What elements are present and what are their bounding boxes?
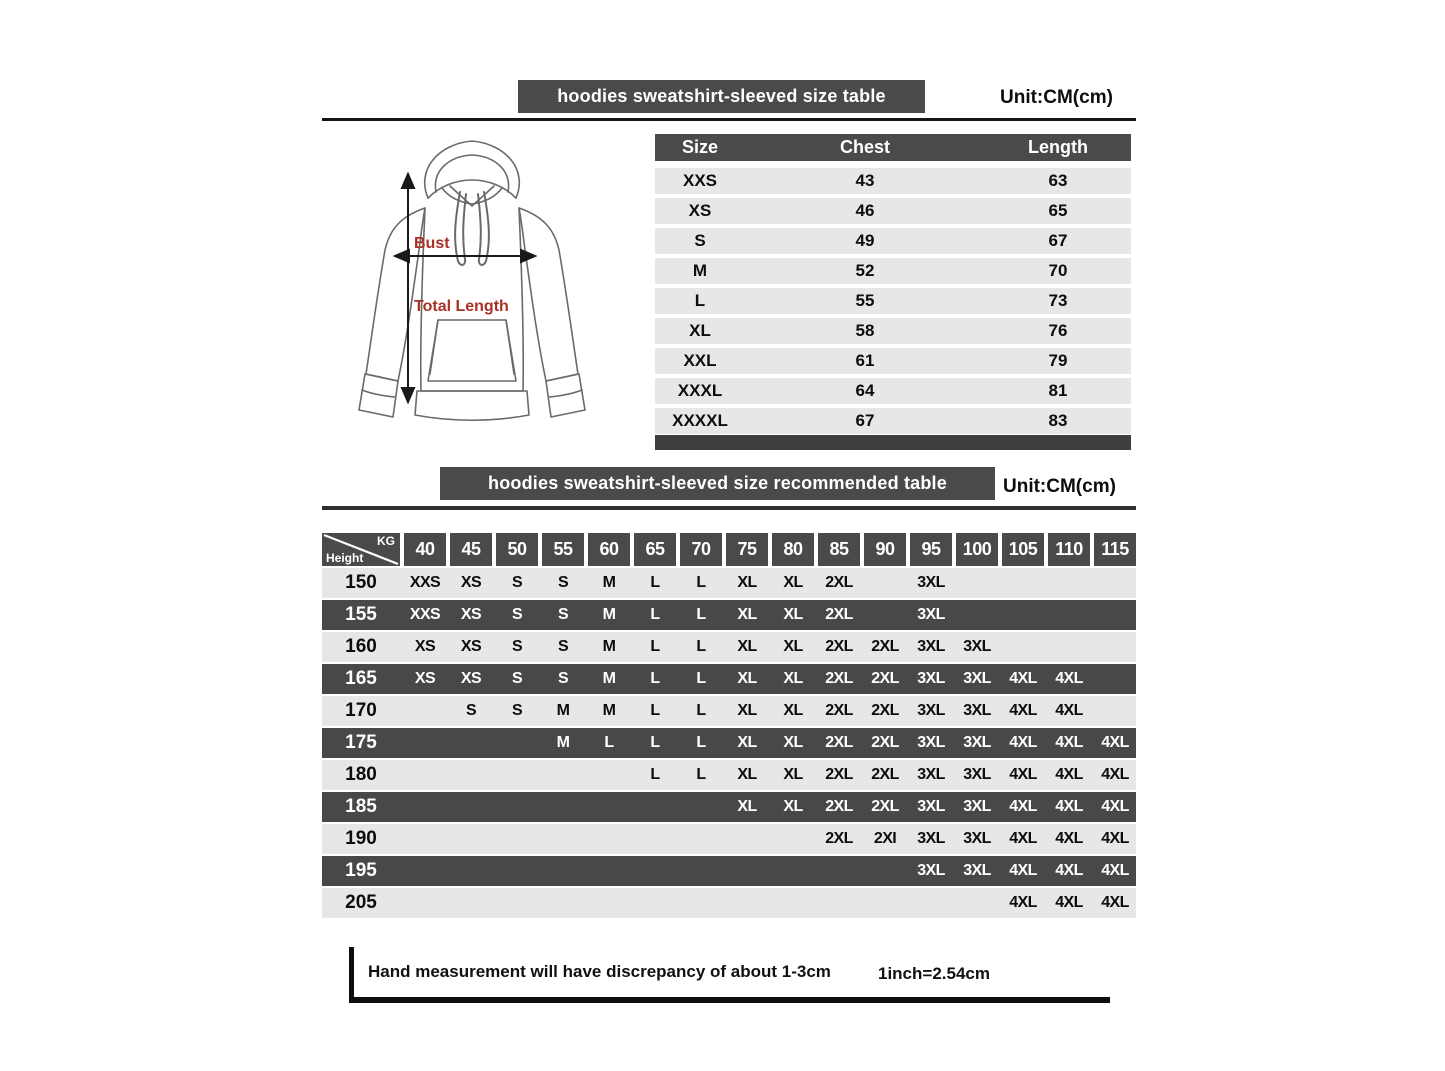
length-value: 76	[1048, 321, 1068, 340]
size-table-row	[655, 228, 1131, 254]
weight-column-header: 105	[1002, 533, 1044, 566]
weight-column-header: 115	[1094, 533, 1136, 566]
recommended-size-cell: 4XL	[1055, 862, 1083, 879]
recommended-size-cell: XL	[783, 734, 803, 751]
recommended-size-cell: 4XL	[1101, 862, 1129, 879]
recommended-size-cell: 3XL	[963, 734, 991, 751]
recommended-row	[322, 632, 1136, 662]
weight-column-header: 70	[680, 533, 722, 566]
size-table	[655, 134, 1131, 438]
recommended-size-cell: 2XL	[825, 670, 853, 687]
size-value: XL	[689, 321, 711, 340]
recommended-row	[322, 696, 1136, 726]
length-value: 73	[1048, 291, 1068, 310]
size-table-row	[655, 198, 1131, 224]
recommended-size-cell: 4XL	[1101, 894, 1129, 911]
recommended-size-cell: L	[650, 702, 660, 719]
recommended-size-cell: L	[650, 734, 660, 751]
height-row-label: 160	[345, 636, 377, 657]
recommended-size-cell: L	[696, 638, 706, 655]
recommended-size-cell: XS	[460, 638, 482, 655]
recommended-size-cell: XS	[460, 670, 482, 687]
recommended-size-cell: 3XL	[917, 798, 945, 815]
weight-column-header: 45	[450, 533, 492, 566]
recommended-size-cell: XL	[737, 702, 757, 719]
recommended-size-cell: XS	[460, 606, 482, 623]
recommended-size-cell: 4XL	[1009, 670, 1037, 687]
recommended-size-cell: S	[557, 574, 569, 591]
recommended-size-cell: XS	[414, 638, 436, 655]
recommended-size-cell: 4XL	[1009, 830, 1037, 847]
unit-label-1: Unit:CM(cm)	[1000, 87, 1113, 108]
size-table-row	[655, 378, 1131, 404]
recommended-size-cell: L	[650, 670, 660, 687]
size-value: M	[692, 261, 708, 280]
height-row-label: 185	[345, 796, 377, 817]
recommended-row	[322, 600, 1136, 630]
weight-column-header: 65	[634, 533, 676, 566]
recommended-size-cell: 4XL	[1055, 766, 1083, 783]
recommended-size-cell: S	[557, 670, 569, 687]
weight-column-header: 60	[588, 533, 630, 566]
recommended-size-cell: XL	[737, 606, 757, 623]
recommended-matrix-body	[322, 568, 1136, 918]
recommended-row	[322, 664, 1136, 694]
size-value: S	[694, 231, 706, 250]
recommended-size-cell: L	[696, 670, 706, 687]
recommended-size-cell: XL	[783, 798, 803, 815]
chest-value: 61	[855, 351, 875, 370]
length-value: 70	[1048, 261, 1068, 280]
recommended-size-cell: 3XL	[963, 638, 991, 655]
recommended-row	[322, 728, 1136, 758]
height-row-label: 195	[345, 860, 377, 881]
chest-value: 67	[855, 411, 875, 430]
size-table-row	[655, 168, 1131, 194]
bust-label: Bust	[414, 235, 450, 252]
recommended-size-cell: 2XL	[825, 734, 853, 751]
recommended-size-cell: 3XL	[917, 574, 945, 591]
size-table-body	[655, 168, 1131, 434]
hoodie-measurement-diagram	[332, 128, 612, 458]
recommended-size-cell: XS	[460, 574, 482, 591]
recommended-size-cell: S	[511, 638, 523, 655]
recommended-size-cell: S	[557, 638, 569, 655]
size-value: XXXL	[677, 381, 723, 400]
recommended-size-cell: 3XL	[963, 702, 991, 719]
recommended-size-cell: 4XL	[1009, 862, 1037, 879]
chest-column-header: Chest	[839, 137, 890, 157]
recommended-size-cell: 4XL	[1055, 734, 1083, 751]
chest-value: 64	[855, 381, 875, 400]
size-value: L	[694, 291, 706, 310]
recommended-size-cell: L	[696, 574, 706, 591]
size-table-header-row	[655, 134, 1131, 161]
recommended-size-cell: 3XL	[917, 702, 945, 719]
size-column-header: Size	[681, 137, 719, 157]
weight-column-header: 85	[818, 533, 860, 566]
weight-column-header: 100	[956, 533, 998, 566]
height-row-label: 205	[345, 892, 377, 913]
recommended-size-cell: XL	[737, 734, 757, 751]
recommended-size-cell: 2XL	[825, 638, 853, 655]
recommended-size-cell: L	[696, 766, 706, 783]
recommended-size-cell: 2XL	[825, 830, 853, 847]
recommended-size-cell: XL	[737, 670, 757, 687]
recommended-size-cell: S	[511, 574, 523, 591]
length-value: 79	[1048, 351, 1068, 370]
recommended-size-cell: 3XL	[917, 670, 945, 687]
recommended-size-cell: 4XL	[1101, 830, 1129, 847]
size-value: XXXXL	[672, 411, 728, 430]
unit-label-2: Unit:CM(cm)	[1003, 476, 1116, 497]
recommended-size-cell: 4XL	[1009, 798, 1037, 815]
size-table-row	[655, 258, 1131, 284]
recommended-size-cell: 2XL	[825, 574, 853, 591]
recommended-size-cell: S	[511, 702, 523, 719]
recommended-size-cell: XL	[737, 798, 757, 815]
recommended-size-cell: M	[556, 702, 570, 719]
recommended-size-cell: L	[650, 574, 660, 591]
recommended-size-cell: 3XL	[917, 638, 945, 655]
length-value: 65	[1048, 201, 1068, 220]
recommended-size-cell: M	[602, 574, 616, 591]
recommended-size-cell: 4XL	[1101, 798, 1129, 815]
weight-column-header: 90	[864, 533, 906, 566]
recommended-size-cell: 4XL	[1009, 702, 1037, 719]
weight-header-row	[322, 533, 1136, 566]
recommended-size-cell: XL	[783, 702, 803, 719]
recommended-size-cell: 4XL	[1101, 766, 1129, 783]
recommended-size-cell: L	[604, 734, 614, 751]
recommended-size-cell: M	[602, 702, 616, 719]
footer-vertical-rule	[349, 947, 354, 1003]
recommended-size-cell: 2XL	[871, 734, 899, 751]
recommended-row	[322, 760, 1136, 790]
recommended-size-cell: 4XL	[1055, 798, 1083, 815]
recommended-size-cell: 4XL	[1009, 766, 1037, 783]
weight-column-header: 110	[1048, 533, 1090, 566]
recommended-size-cell: L	[650, 766, 660, 783]
kg-axis-label: KG	[377, 534, 395, 548]
height-axis-label: Height	[326, 551, 364, 565]
recommended-size-cell: M	[602, 638, 616, 655]
recommended-size-cell: XL	[783, 638, 803, 655]
recommended-size-cell: 3XL	[963, 862, 991, 879]
weight-column-header: 40	[404, 533, 446, 566]
size-table-row	[655, 408, 1131, 434]
weight-column-header: 75	[726, 533, 768, 566]
height-row-label: 170	[345, 700, 377, 721]
size-table-row	[655, 288, 1131, 314]
recommended-size-cell: L	[696, 606, 706, 623]
recommended-size-cell: XL	[737, 638, 757, 655]
weight-column-header: 80	[772, 533, 814, 566]
recommended-size-cell: 2XL	[871, 638, 899, 655]
recommended-size-cell: 2XL	[825, 702, 853, 719]
recommended-row	[322, 888, 1136, 918]
recommended-size-cell: 4XL	[1009, 894, 1037, 911]
recommended-size-cell: 3XL	[917, 734, 945, 751]
size-table-row	[655, 318, 1131, 344]
recommended-size-cell: L	[650, 638, 660, 655]
recommended-size-cell: 2XI	[873, 830, 897, 847]
weight-column-header: 95	[910, 533, 952, 566]
size-table-title-bar: hoodies sweatshirt-sleeved size table	[518, 80, 925, 113]
size-table-row	[655, 348, 1131, 374]
size-value: XXS	[682, 171, 718, 190]
size-value: XS	[688, 201, 712, 220]
recommended-size-cell: 2XL	[825, 798, 853, 815]
recommended-size-cell: 2XL	[871, 702, 899, 719]
recommended-size-cell: XXS	[409, 574, 441, 591]
chest-value: 49	[855, 231, 875, 250]
weight-column-header: 55	[542, 533, 584, 566]
kg-height-corner-cell	[322, 533, 400, 566]
recommended-size-cell: 3XL	[917, 830, 945, 847]
recommended-size-cell: 4XL	[1101, 734, 1129, 751]
recommended-table-title-bar: hoodies sweatshirt-sleeved size recommended table	[440, 467, 995, 500]
recommended-size-cell: 3XL	[917, 766, 945, 783]
recommended-size-cell: L	[696, 734, 706, 751]
recommended-size-cell: 2XL	[871, 798, 899, 815]
length-value: 81	[1048, 381, 1068, 400]
recommended-size-cell: M	[602, 606, 616, 623]
recommended-size-cell: 4XL	[1055, 830, 1083, 847]
recommended-size-cell: XL	[783, 670, 803, 687]
recommended-size-cell: M	[602, 670, 616, 687]
recommended-size-cell: 3XL	[917, 862, 945, 879]
recommended-row	[322, 792, 1136, 822]
measurement-discrepancy-note: Hand measurement will have discrepancy of about 1-3cm	[368, 962, 831, 981]
recommended-size-cell: XS	[414, 670, 436, 687]
recommended-size-cell: S	[511, 670, 523, 687]
chest-value: 43	[855, 171, 875, 190]
divider-line-2	[322, 506, 1136, 510]
recommended-size-cell: XL	[783, 606, 803, 623]
chest-value: 52	[855, 261, 875, 280]
recommended-size-cell: 4XL	[1055, 702, 1083, 719]
recommended-size-cell: 3XL	[963, 670, 991, 687]
length-column-header: Length	[1028, 137, 1088, 157]
recommended-size-cell: 2XL	[871, 670, 899, 687]
size-table-bottom-bar	[655, 435, 1131, 450]
recommended-size-cell: S	[511, 606, 523, 623]
recommended-size-cell: 3XL	[963, 830, 991, 847]
hoodie-outline-drawing	[332, 128, 612, 458]
length-value: 67	[1048, 231, 1068, 250]
size-value: XXL	[683, 351, 717, 370]
height-row-label: 180	[345, 764, 377, 785]
divider-line-1	[322, 118, 1136, 121]
recommended-row	[322, 568, 1136, 598]
recommended-size-cell: XL	[737, 766, 757, 783]
recommended-size-cell: L	[696, 702, 706, 719]
chest-value: 58	[855, 321, 875, 340]
recommended-size-cell: XL	[783, 574, 803, 591]
recommended-size-cell: 2XL	[871, 766, 899, 783]
height-row-label: 150	[345, 572, 377, 593]
chest-value: 46	[855, 201, 875, 220]
footer-horizontal-rule	[349, 997, 1110, 1003]
recommended-size-cell: S	[465, 702, 477, 719]
recommended-size-cell: 2XL	[825, 606, 853, 623]
recommended-size-cell: 3XL	[963, 798, 991, 815]
height-row-label: 175	[345, 732, 377, 753]
length-value: 63	[1048, 171, 1068, 190]
recommended-size-cell: 4XL	[1009, 734, 1037, 751]
recommended-size-cell: XL	[783, 766, 803, 783]
recommended-size-cell: S	[557, 606, 569, 623]
recommended-size-cell: 3XL	[963, 766, 991, 783]
recommended-size-cell: 4XL	[1055, 894, 1083, 911]
recommended-row	[322, 824, 1136, 854]
chest-value: 55	[855, 291, 875, 310]
inch-conversion-note: 1inch=2.54cm	[878, 964, 990, 983]
recommended-size-cell: 4XL	[1055, 670, 1083, 687]
recommended-size-cell: XXS	[409, 606, 441, 623]
length-value: 83	[1048, 411, 1068, 430]
height-row-label: 190	[345, 828, 377, 849]
recommended-size-cell: 3XL	[917, 606, 945, 623]
recommended-size-cell: M	[556, 734, 570, 751]
height-row-label: 155	[345, 604, 377, 625]
recommended-size-cell: L	[650, 606, 660, 623]
total-length-label: Total Length	[414, 298, 509, 315]
recommended-size-cell: 2XL	[825, 766, 853, 783]
recommended-size-cell: XL	[737, 574, 757, 591]
height-row-label: 165	[345, 668, 377, 689]
recommended-row	[322, 856, 1136, 886]
recommended-matrix	[322, 533, 1136, 920]
weight-column-header: 50	[496, 533, 538, 566]
